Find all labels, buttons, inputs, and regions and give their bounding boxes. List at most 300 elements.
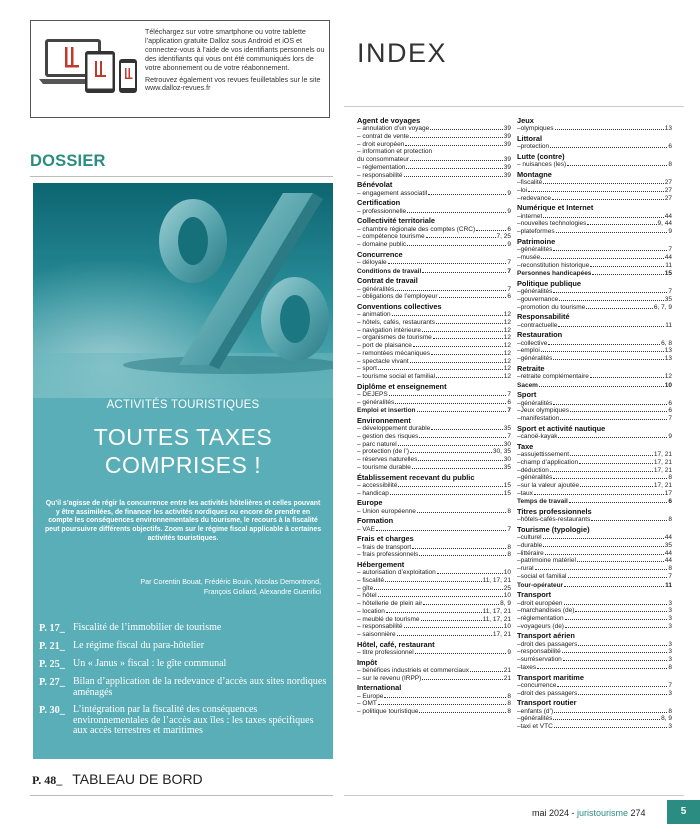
leader-dots xyxy=(421,620,482,621)
index-heading: Montagne xyxy=(517,170,552,179)
index-entry-label: – engagement associatif xyxy=(357,189,428,197)
leader-dots xyxy=(528,191,664,192)
leader-dots xyxy=(545,554,664,555)
index-entry-label: –sur la valeur ajoutée xyxy=(517,481,580,489)
index-page: 21 xyxy=(503,666,511,674)
index-page: 12 xyxy=(503,319,511,327)
index-entry-label: – hôtellerie de plein air xyxy=(357,600,423,608)
index-entry xyxy=(357,551,511,559)
index-page: 8 xyxy=(507,543,511,551)
leader-dots xyxy=(554,712,667,713)
index-page: 11, 17, 21 xyxy=(482,615,511,623)
index-entry-label: –culturel xyxy=(517,534,542,542)
index-entry-label: – parc naturel xyxy=(357,440,397,448)
index-heading: Sport et activité nautique xyxy=(517,423,606,433)
leader-dots xyxy=(410,137,503,138)
index-page: 9 xyxy=(507,189,511,197)
index-section xyxy=(357,683,511,715)
index-section xyxy=(357,250,511,267)
index-entry xyxy=(357,490,511,498)
index-page: 6 xyxy=(507,225,511,233)
index-entry xyxy=(357,259,511,267)
index-entry-label: – VAE xyxy=(357,525,375,533)
index-entry xyxy=(357,286,511,294)
leader-dots xyxy=(417,512,506,513)
index-entry xyxy=(517,482,672,490)
toc-item[interactable] xyxy=(39,677,329,698)
leader-dots xyxy=(410,452,492,453)
index-section xyxy=(517,364,672,381)
leader-dots xyxy=(404,176,503,177)
leader-dots xyxy=(578,694,667,695)
leader-dots xyxy=(431,354,503,355)
index-entry xyxy=(517,708,672,716)
index-entry-label: – nuisances (les) xyxy=(517,161,567,169)
leader-dots xyxy=(470,671,503,672)
index-heading: Certification xyxy=(357,198,401,208)
index-entry xyxy=(517,656,672,664)
toc-title: L’intégration par la fiscalité des conséquences environnementales de l’accès aux îles : les taxes spécifiques aux accès terrestres et maritimes xyxy=(73,704,314,736)
index-page: 8 xyxy=(668,516,672,524)
index-entry xyxy=(517,288,672,296)
leader-dots xyxy=(541,351,664,352)
divider xyxy=(30,795,333,796)
footer-date: mai 2024 - xyxy=(532,808,578,818)
index-entry-label: –nouvelles technologies xyxy=(517,220,587,228)
index-entry xyxy=(517,373,672,381)
index-page: 44 xyxy=(664,557,672,565)
index-page: 27 xyxy=(664,194,672,202)
index-entry-label: – domaine public xyxy=(357,240,407,248)
index-page: 15 xyxy=(503,489,511,497)
index-entry xyxy=(517,623,672,631)
index-heading xyxy=(517,382,672,390)
index-entry xyxy=(357,708,511,716)
index-entry xyxy=(517,400,672,408)
index-page: 3 xyxy=(668,607,672,615)
tableau-de-bord-link[interactable] xyxy=(32,771,203,788)
index-entry xyxy=(357,399,511,407)
index-entry-label: – droit européen xyxy=(357,140,405,148)
index-entry xyxy=(357,334,511,342)
index-entry xyxy=(357,164,511,172)
index-entry xyxy=(357,544,511,552)
index-entry xyxy=(357,693,511,701)
index-page: 9, 44 xyxy=(657,220,672,228)
index-entry-label: – Union européenne xyxy=(357,507,416,515)
index-entry-label: – protection (de l’) xyxy=(357,448,410,456)
index-column-2 xyxy=(517,115,672,731)
index-page: 7 xyxy=(507,390,511,398)
index-entry-label: –généralités xyxy=(517,246,553,254)
index-title: INDEX xyxy=(357,38,448,68)
index-page: 12 xyxy=(503,357,511,365)
index-heading: Agent de voyages xyxy=(357,116,421,125)
index-heading xyxy=(517,270,672,278)
leader-dots xyxy=(586,308,653,309)
index-entry xyxy=(357,585,511,593)
index-section xyxy=(517,698,672,730)
leader-dots xyxy=(386,612,482,613)
index-section xyxy=(357,516,511,533)
leader-dots xyxy=(590,377,664,378)
dossier-title-line: COMPRISES ! xyxy=(104,452,262,478)
index-page: 6 xyxy=(668,498,672,506)
index-page: 9 xyxy=(668,433,672,441)
leader-dots xyxy=(406,168,502,169)
index-section xyxy=(357,198,511,215)
leader-dots xyxy=(577,561,664,562)
leader-dots xyxy=(543,217,663,218)
index-page: 44 xyxy=(664,212,672,220)
index-heading: Transport maritime xyxy=(517,672,584,682)
index-entry-label: – port de plaisance xyxy=(357,342,412,350)
index-entry xyxy=(357,425,511,433)
index-entry xyxy=(357,600,511,608)
index-entry-label: – obligations de l’employeur xyxy=(357,293,438,301)
index-entry xyxy=(517,161,672,169)
index-entry xyxy=(517,195,672,203)
index-page: 12 xyxy=(503,372,511,380)
divider xyxy=(344,795,684,796)
index-entry-label: –emploi xyxy=(517,347,540,355)
index-entry-label: –surréservation xyxy=(517,656,562,664)
index-page: 30 xyxy=(503,440,511,448)
index-page: 3 xyxy=(668,656,672,664)
index-entry xyxy=(517,467,672,475)
leader-dots xyxy=(558,437,667,438)
leader-dots xyxy=(579,463,653,464)
index-heading: Concurrence xyxy=(357,249,403,259)
index-page: 6, 8 xyxy=(661,339,672,347)
index-entry xyxy=(517,690,672,698)
index-entry xyxy=(517,664,672,672)
index-section xyxy=(357,302,511,381)
index-entry-label: –littéraire xyxy=(517,549,544,557)
leader-dots xyxy=(436,323,503,324)
index-section xyxy=(357,658,511,683)
index-entry-label: – handicap xyxy=(357,489,389,497)
index-heading: Environnement xyxy=(357,416,411,426)
leader-dots xyxy=(395,403,506,404)
leader-dots xyxy=(407,245,506,246)
index-page: 12 xyxy=(503,326,511,334)
index-entry-label: –hôtels-cafés-restaurants xyxy=(517,516,591,524)
index-entry-label: –collective xyxy=(517,339,548,347)
dossier-authors xyxy=(81,578,321,597)
index-entry-label: – professionnelle xyxy=(357,207,407,215)
percent-sign-photo xyxy=(33,183,333,398)
leader-dots xyxy=(417,411,507,412)
leader-dots xyxy=(569,502,668,503)
index-page: 7 xyxy=(507,407,511,415)
leader-dots xyxy=(553,478,667,479)
index-entry xyxy=(517,542,672,550)
index-section xyxy=(517,170,672,202)
index-entry-label: – gîte xyxy=(357,584,374,592)
leader-dots xyxy=(548,344,660,345)
index-page: 8 xyxy=(507,700,511,708)
index-entry xyxy=(517,723,672,731)
leader-dots xyxy=(428,194,506,195)
index-section xyxy=(517,203,672,235)
index-entry-label: –généralités xyxy=(517,715,553,723)
leader-dots xyxy=(580,486,653,487)
index-heading xyxy=(517,498,672,506)
index-entry xyxy=(517,296,672,304)
index-heading xyxy=(357,268,511,276)
toc-page: P. 25_ xyxy=(39,659,65,670)
index-entry xyxy=(517,262,672,270)
index-section xyxy=(357,560,511,639)
tableau-page: P. 48_ xyxy=(32,773,63,787)
leader-dots xyxy=(553,359,663,360)
index-entry-label: –redevance xyxy=(517,194,551,202)
index-page: 3 xyxy=(668,648,672,656)
index-heading: Responsabilité xyxy=(517,312,570,322)
index-entry xyxy=(357,133,511,141)
index-entry xyxy=(357,616,511,624)
index-entry xyxy=(357,623,511,631)
index-heading: Conventions collectives xyxy=(357,302,442,312)
index-page: 8 xyxy=(668,474,672,482)
leader-dots xyxy=(570,411,667,412)
index-entry-label: – développement durable xyxy=(357,425,431,433)
index-entry-label: – responsabilité xyxy=(357,623,403,631)
leader-dots xyxy=(543,538,664,539)
index-entry xyxy=(357,592,511,600)
index-entry xyxy=(517,550,672,558)
index-heading: Transport xyxy=(517,590,552,600)
leader-dots xyxy=(398,486,502,487)
toc-title: Un « Janus » fiscal : le gîte communal xyxy=(73,658,227,669)
leader-dots xyxy=(554,727,668,728)
index-heading: Littoral xyxy=(517,134,543,143)
index-entry xyxy=(517,534,672,542)
index-entry: – information et protection xyxy=(357,148,433,156)
index-entry-label: –taux xyxy=(517,489,533,497)
index-page: 35 xyxy=(503,425,511,433)
index-page: 8 xyxy=(668,663,672,671)
index-entry xyxy=(357,448,511,456)
index-entry-label: – remontées mécaniques xyxy=(357,349,430,357)
index-entry xyxy=(357,482,511,490)
index-entry-label: –contractuelle xyxy=(517,321,558,329)
index-entry-label: –généralités xyxy=(517,399,553,407)
index-entry-label: – généralités xyxy=(357,398,395,406)
index-page: 39 xyxy=(503,171,511,179)
index-section xyxy=(517,424,672,441)
index-entry xyxy=(517,474,672,482)
index-entry xyxy=(357,233,511,241)
index-section xyxy=(517,582,672,590)
toc-item[interactable] xyxy=(39,641,329,652)
index-section xyxy=(517,390,672,422)
index-page: 7, 25 xyxy=(496,233,511,241)
divider xyxy=(30,176,333,177)
divider xyxy=(344,106,684,107)
index-page: 27 xyxy=(664,187,672,194)
index-heading: Politique publique xyxy=(517,278,582,288)
leader-dots xyxy=(397,635,492,636)
index-entry xyxy=(517,228,672,236)
index-entry xyxy=(357,293,511,301)
index-entry-label: –canoë-kayak xyxy=(517,433,558,441)
toc-item[interactable] xyxy=(39,623,329,634)
leader-dots xyxy=(553,292,667,293)
index-page: 3 xyxy=(668,622,672,630)
index-section xyxy=(517,330,672,362)
index-entry xyxy=(517,715,672,723)
index-page: 6 xyxy=(668,399,672,407)
leader-dots xyxy=(439,297,507,298)
index-page: 7 xyxy=(507,267,511,275)
index-entry-label: – frais de transport xyxy=(357,543,412,551)
index-page: 3 xyxy=(668,599,672,607)
leader-dots xyxy=(388,263,507,264)
index-page: 11, 17, 21 xyxy=(482,607,511,615)
index-page: 11, 17, 21 xyxy=(482,576,511,584)
leader-dots xyxy=(374,589,503,590)
index-section xyxy=(517,525,672,581)
leader-dots xyxy=(378,704,507,705)
index-entry xyxy=(357,172,511,180)
index-page: 8 xyxy=(507,692,511,700)
leader-dots xyxy=(592,274,663,275)
index-heading-label: Sacem xyxy=(517,381,538,389)
index-entry xyxy=(357,241,511,249)
leader-dots xyxy=(389,395,507,396)
index-heading: Collectivité territoriale xyxy=(357,216,436,226)
index-entry-label: du consommateur xyxy=(357,156,410,164)
leader-dots xyxy=(419,712,506,713)
index-heading: International xyxy=(357,683,402,693)
index-page: 7 xyxy=(668,415,672,423)
index-column-1 xyxy=(357,115,511,716)
leader-dots xyxy=(541,258,664,259)
index-entry xyxy=(357,373,511,381)
index-entry-label: –assujettissement xyxy=(517,451,570,459)
leader-dots xyxy=(392,315,503,316)
index-section xyxy=(517,507,672,524)
leader-dots xyxy=(384,697,506,698)
index-entry xyxy=(517,615,672,623)
leader-dots xyxy=(550,471,653,472)
dossier-title xyxy=(33,423,333,479)
index-section xyxy=(357,416,511,472)
leader-dots xyxy=(433,338,503,339)
leader-dots xyxy=(568,577,668,578)
leader-dots xyxy=(419,555,506,556)
index-entry-label: –généralités xyxy=(517,288,553,296)
index-page: 13 xyxy=(664,125,672,133)
index-page: 3 xyxy=(668,640,672,648)
index-entry-label: –réglementation xyxy=(517,614,564,622)
authors-line: Par Corentin Bouat, Frédéric Bouin, Nicolas Demontrond, xyxy=(140,578,321,586)
index-page: 6 xyxy=(668,407,672,415)
index-section xyxy=(357,407,511,415)
index-page: 8, 9 xyxy=(500,600,511,608)
index-page: 6 xyxy=(507,293,511,301)
leader-dots xyxy=(564,604,668,605)
index-entry-label: – réglementation xyxy=(357,163,406,171)
index-entry-label: – organismes de tourisme xyxy=(357,334,432,342)
index-entry-label: – responsabilité xyxy=(357,171,403,179)
index-entry-label: – DEJEPS xyxy=(357,390,388,398)
leader-dots xyxy=(550,147,667,148)
leader-dots xyxy=(405,145,502,146)
index-entry xyxy=(357,311,511,319)
index-heading xyxy=(357,407,511,415)
index-page: 9 xyxy=(507,240,511,248)
index-entry xyxy=(357,190,511,198)
leader-dots xyxy=(570,455,653,456)
leader-dots xyxy=(431,429,502,430)
index-entry xyxy=(357,125,511,133)
leader-dots xyxy=(558,326,664,327)
leader-dots xyxy=(412,468,503,469)
index-entry-label: –protection xyxy=(517,143,550,151)
leader-dots xyxy=(553,404,667,405)
index-page: 7 xyxy=(668,246,672,254)
index-entry xyxy=(357,441,511,449)
index-page: 10 xyxy=(664,381,672,389)
leader-dots xyxy=(567,165,667,166)
leader-dots xyxy=(404,627,503,628)
leader-dots xyxy=(390,494,503,495)
index-page: 8 xyxy=(507,551,511,559)
index-entry xyxy=(357,577,511,585)
index-entry-label: –loi xyxy=(517,187,528,194)
toc-item[interactable] xyxy=(39,659,329,670)
index-page: 9 xyxy=(507,648,511,656)
index-entry xyxy=(517,682,672,690)
index-entry-label: –musée xyxy=(517,253,541,261)
index-page: 6, 7, 9 xyxy=(653,303,672,311)
index-heading: Hôtel, café, restaurant xyxy=(357,639,435,649)
index-entry-label: – location xyxy=(357,607,385,615)
index-page: 39 xyxy=(503,140,511,148)
index-entry xyxy=(517,179,672,187)
index-entry xyxy=(357,675,511,683)
index-entry-label: –retraite complémentaire xyxy=(517,373,589,381)
index-heading: Restauration xyxy=(517,330,563,340)
leader-dots xyxy=(553,719,660,720)
leader-dots xyxy=(436,377,503,378)
index-page: 9 xyxy=(668,228,672,236)
index-entry-label: – navigation intérieure xyxy=(357,326,421,334)
index-entry-label: –reconstitution historique xyxy=(517,261,590,269)
index-page: 3 xyxy=(668,689,672,697)
index-entry xyxy=(357,526,511,534)
index-section xyxy=(517,237,672,269)
index-section xyxy=(517,673,672,698)
index-section xyxy=(517,631,672,671)
index-entry xyxy=(517,600,672,608)
dossier-lead: Qu’il s’agisse de régir la concurrence entre les activités hôtelières et celles pouvant y être assimilées, de financer les activités nordiques ou encore de prendre en compte les conséquences environnementales du tourisme, le recours à la fiscalité peut poursuivre différents objectifs. Zoom sur le régime fiscal applicable à certaines activités touristiques. xyxy=(44,500,322,542)
index-entry xyxy=(357,208,511,216)
index-entry xyxy=(517,490,672,498)
leader-dots xyxy=(419,437,506,438)
toc-item[interactable] xyxy=(39,705,329,737)
index-heading: Tourisme (typologie) xyxy=(517,525,590,535)
leader-dots xyxy=(476,230,506,231)
index-heading: Transport routier xyxy=(517,698,577,708)
index-entry-label: –olympiques xyxy=(517,125,554,133)
dossier-kicker: ACTIVITÉS TOURISTIQUES xyxy=(106,399,260,411)
index-entry-label: – saisonnière xyxy=(357,630,396,638)
leader-dots xyxy=(422,679,502,680)
